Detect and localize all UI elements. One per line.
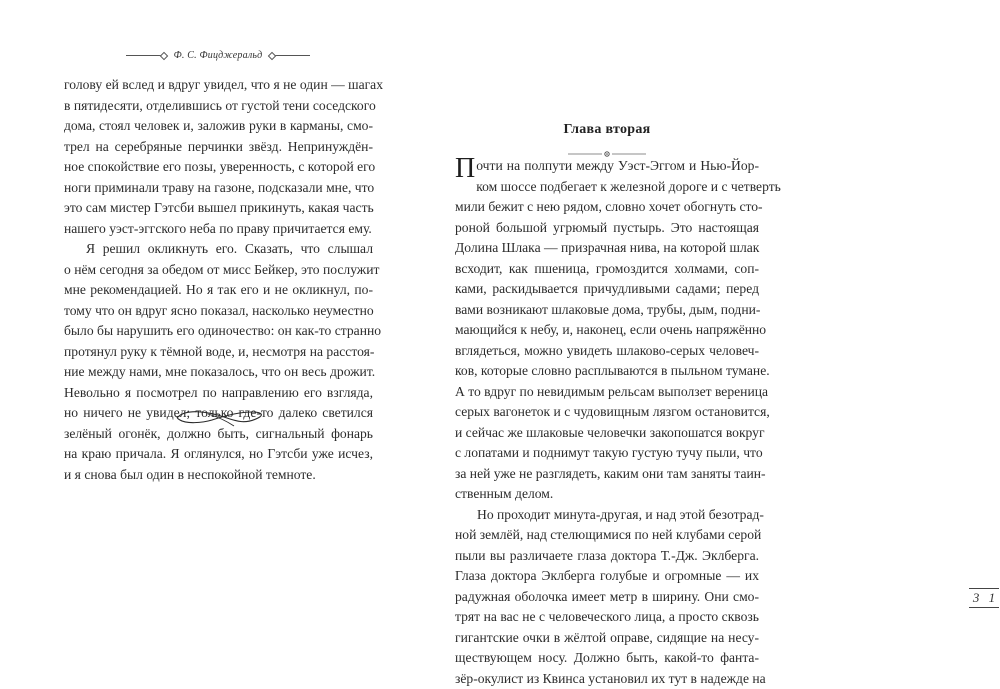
text-line: мне рекомендацией. Но я так его и не окликнул, по- xyxy=(64,280,373,301)
text-line: дома, стоял человек и, заложив руки в карманы, смо- xyxy=(64,116,373,137)
page-number-block xyxy=(968,588,1000,608)
text-line: серых вагонеток и с чудовищным лязгом остановится, xyxy=(455,402,759,423)
text-line: А то вдруг по невидимым рельсам выползет вереница xyxy=(455,382,759,403)
text-line: зёр-окулист из Квинса установил их тут в надежде на xyxy=(455,669,759,689)
text-line: роной большой угрюмый пустырь. Это настоящая xyxy=(455,218,759,239)
text-line: и сейчас же шлаковые человечки закопошатся вокруг xyxy=(455,423,759,444)
paragraph xyxy=(64,75,373,239)
text-line: нашего уэст-эггского неба по праву причитается ему. xyxy=(64,219,373,240)
text-line: Но проходит минута-другая, и над этой безотрад- xyxy=(455,505,759,526)
rule-ornament-icon xyxy=(272,55,310,56)
left-page xyxy=(0,0,410,662)
text-line: Я решил окликнуть его. Сказать, что слышал xyxy=(64,239,373,260)
text-line: за ней уже не разглядеть, каким они там заняты таин- xyxy=(455,464,759,485)
text-line: ществующем носу. Должно быть, какой-то фанта- xyxy=(455,648,759,669)
paragraph xyxy=(455,505,759,689)
running-head-author: Ф. С. Фицджеральд xyxy=(174,50,263,61)
fleuron-swash-icon xyxy=(172,404,268,430)
text-line: тому что он вдруг ясно показал, насколько неуместно xyxy=(64,301,373,322)
text-line: и я снова был один в неспокойной темноте. xyxy=(64,465,373,486)
rule-ornament-icon xyxy=(126,55,164,56)
chapter-title: Глава вторая xyxy=(455,122,759,138)
page-number: 3 1 xyxy=(968,589,1000,607)
text-line: Глаза доктора Эклберга голубые и огромные — их xyxy=(455,566,759,587)
text-line: ков, которые словно расплываются в пыльном тумане. xyxy=(455,361,759,382)
text-line: протянул руку к тёмной воде, и, несмотря на расстоя- xyxy=(64,342,373,363)
text-line: трят на вас не с человеческого лица, а просто сквозь xyxy=(455,607,759,628)
text-line: ственным делом. xyxy=(455,484,759,505)
text-line: вглядеться, можно увидеть шлаково-серых человеч- xyxy=(455,341,759,362)
text-line: ноги приминали траву на газоне, подсказали мне, что xyxy=(64,178,373,199)
paragraph xyxy=(64,239,373,485)
running-head xyxy=(64,50,372,61)
text-line: пыли вы различаете глаза доктора Т.-Дж. Эклберга. xyxy=(455,546,759,567)
text-line: это сам мистер Гэтсби вышел прикинуть, какая часть xyxy=(64,198,373,219)
text-line: Невольно я посмотрел по направлению его взгляда, xyxy=(64,383,373,404)
text-line: но ничего не увидел; только где-то далеко светился xyxy=(64,403,373,424)
text-line: трел на серебряные перчинки звёзд. Непринуждён- xyxy=(64,137,373,158)
paragraph xyxy=(455,156,759,505)
text-line: гигантские очки в жёлтой оправе, сидящие на несу- xyxy=(455,628,759,649)
text-line: очти на полпути между Уэст-Эггом и Нью-Йор- xyxy=(455,156,759,177)
text-line: ное спокойствие его позы, уверенность, с которой его xyxy=(64,157,373,178)
text-line: о нём сегодня за обедом от мисс Бейкер, это послужит xyxy=(64,260,373,281)
text-line: зелёный огонёк, должно быть, сигнальный фонарь xyxy=(64,424,373,445)
folio-rule-bottom xyxy=(969,607,999,608)
right-page xyxy=(410,0,820,662)
text-line: ной землёй, над стелющимися по ней клубами серой xyxy=(455,525,759,546)
text-line: голову ей вслед и вдруг увидел, что я не один — шагах xyxy=(64,75,373,96)
text-line: мили бежит с нею рядом, словно хочет обогнуть сто- xyxy=(455,197,759,218)
text-line: мающийся к небу, и, наконец, если очень напряжённо xyxy=(455,320,759,341)
text-line: радужная оболочка имеет метр в ширину. Они смо- xyxy=(455,587,759,608)
text-line: ние между нами, мне показалось, что он весь дрожит. xyxy=(64,362,373,383)
text-line: вами возникают шлаковые дома, трубы, дым, подни- xyxy=(455,300,759,321)
text-line: было бы нарушить его одиночество: он как-то странно xyxy=(64,321,373,342)
text-line: Долина Шлака — призрачная нива, на которой шлак xyxy=(455,238,759,259)
right-page-text xyxy=(455,156,759,689)
text-line: на краю причала. Я оглянулся, но Гэтсби уже исчез, xyxy=(64,444,373,465)
text-line: ком шоссе подбегает к железной дороге и с четверть xyxy=(455,177,759,198)
text-line: в пятидесяти, отделившись от густой тени соседского xyxy=(64,96,373,117)
drop-cap: П xyxy=(455,158,475,180)
text-line: ками, раскидывается причудливыми садами; перед xyxy=(455,279,759,300)
text-line: всходит, как пшеница, громоздится холмами, соп- xyxy=(455,259,759,280)
text-line: с лопатами и поднимут такую густую тучу пыли, что xyxy=(455,443,759,464)
